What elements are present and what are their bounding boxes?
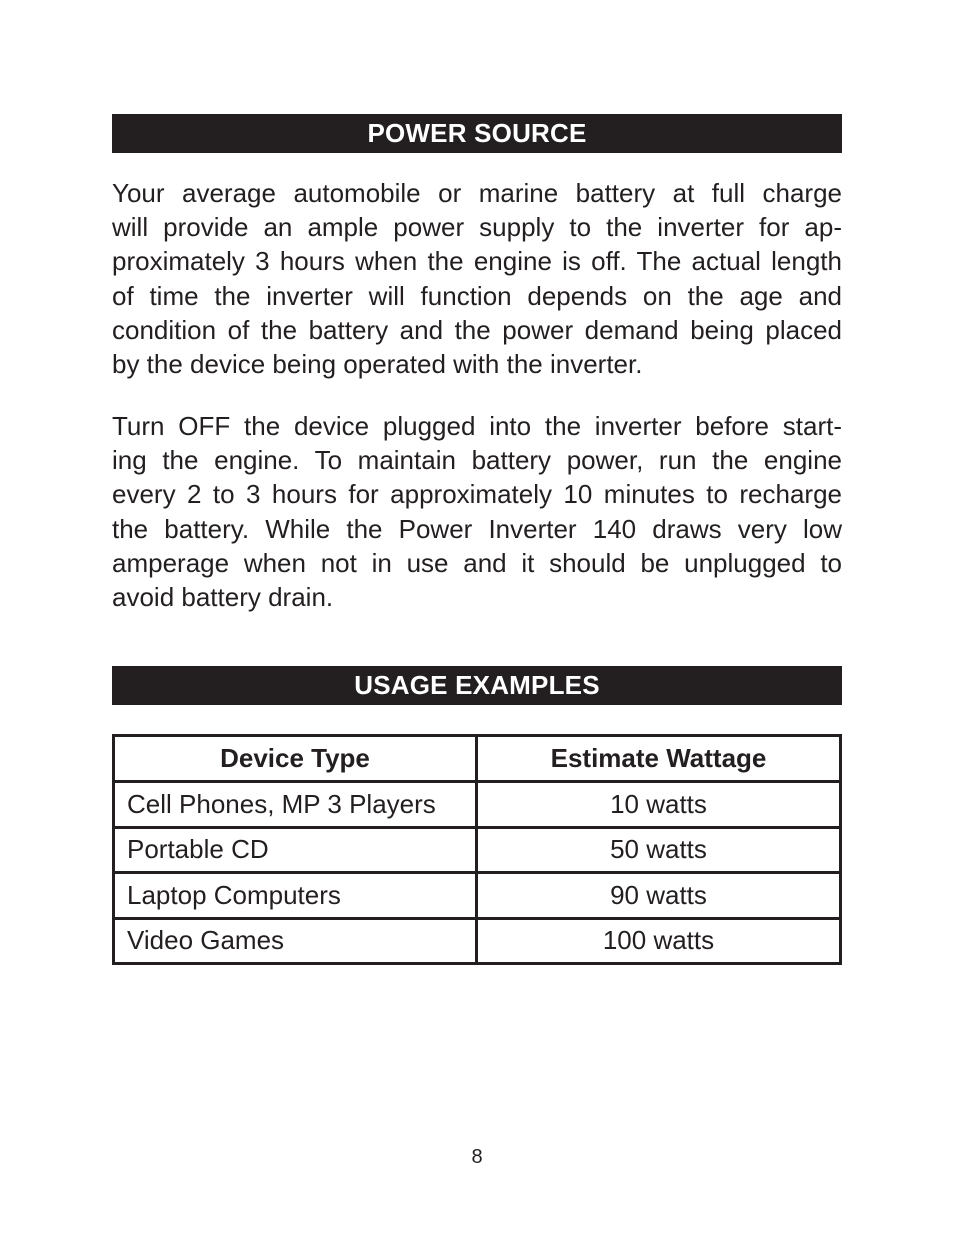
text-line: the battery. While the Power Inverter 140 draws very low (112, 513, 842, 544)
wattage-cell: 100 watts (477, 918, 841, 964)
column-header-device-type: Device Type (114, 736, 477, 782)
wattage-cell: 10 watts (477, 782, 841, 828)
section-heading-power-source: POWER SOURCE (112, 114, 842, 153)
wattage-cell: 50 watts (477, 827, 841, 873)
section-heading-usage-examples: USAGE EXAMPLES (112, 666, 842, 705)
power-source-paragraph-1 (112, 176, 842, 381)
text-line: by the device being operated with the inverter. (112, 349, 643, 380)
text-line: avoid battery drain. (112, 582, 334, 613)
text-line: of time the inverter will function depends on the age and (112, 280, 842, 311)
wattage-cell: 90 watts (477, 873, 841, 919)
power-source-paragraph-2 (112, 409, 842, 614)
device-cell: Portable CD (114, 827, 477, 873)
text-line: Your average automobile or marine battery at full charge (112, 178, 842, 208)
text-line: proximately 3 hours when the engine is off. The actual length (112, 246, 842, 277)
text-line: ing the engine. To maintain battery power, run the engine (112, 445, 842, 476)
text-line: Turn OFF the device plugged into the inverter before start- (112, 411, 842, 441)
text-line: amperage when not in use and it should be unplugged to (112, 547, 842, 578)
table-row (114, 782, 841, 828)
text-line: condition of the battery and the power demand being placed (112, 314, 842, 345)
column-header-estimate-wattage: Estimate Wattage (477, 736, 841, 782)
text-line: every 2 to 3 hours for approximately 10 minutes to recharge (112, 479, 842, 510)
device-cell: Cell Phones, MP 3 Players (114, 782, 477, 828)
usage-examples-table (112, 734, 842, 965)
table-row (114, 918, 841, 964)
table-row (114, 827, 841, 873)
table-header-row (114, 736, 841, 782)
text-line: will provide an ample power supply to the inverter for ap- (112, 212, 842, 243)
table-row (114, 873, 841, 919)
device-cell: Laptop Computers (114, 873, 477, 919)
device-cell: Video Games (114, 918, 477, 964)
page-number: 8 (471, 1146, 483, 1168)
